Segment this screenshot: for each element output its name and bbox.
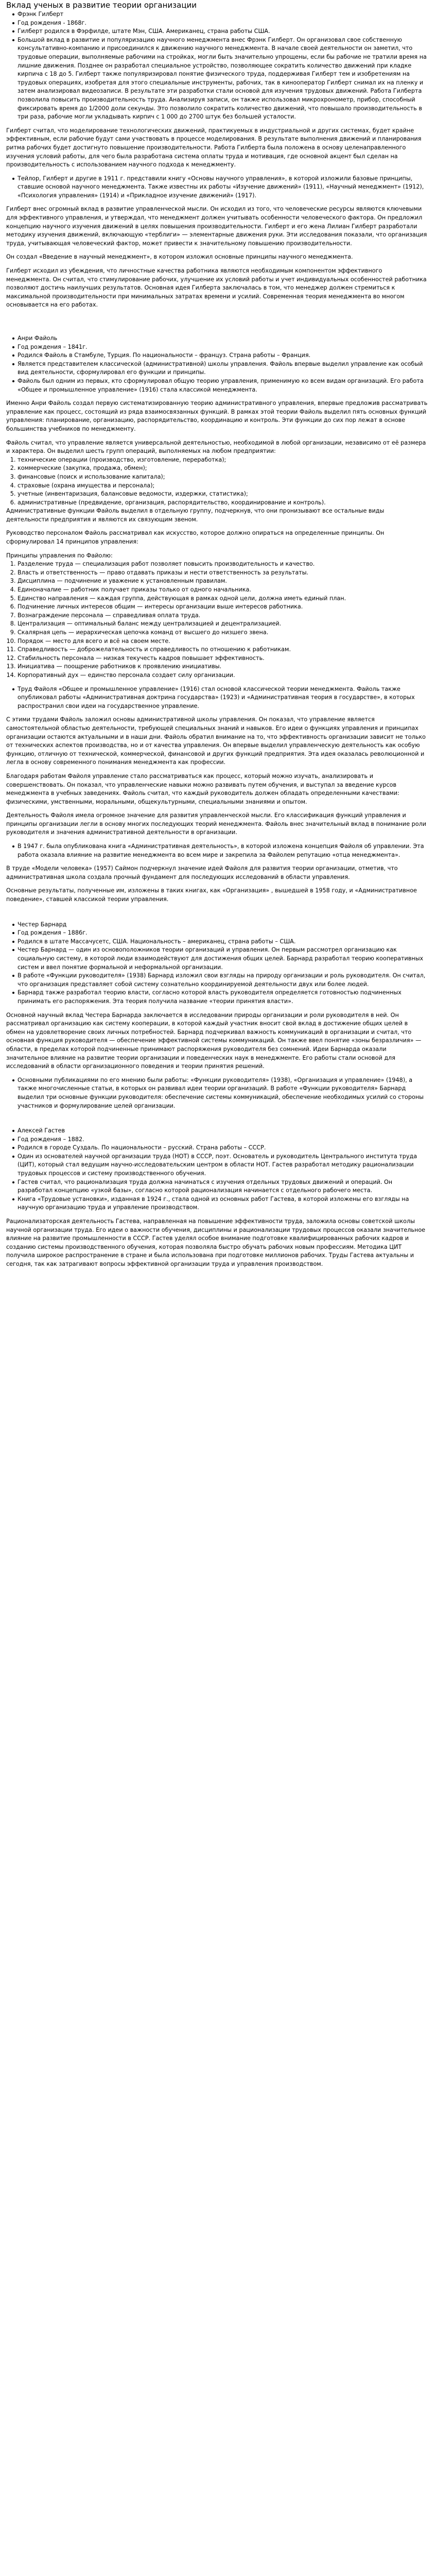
bio-list-3 — [6, 921, 428, 1006]
list-item: Барнард также разработал теорию власти, согласно которой власть руководителя определяется готовностью подчиненных принимать его распоряжения. Эта теория получила название «теории принятия власти». — [18, 989, 428, 1006]
list-item: 8. Централизация — оптимальный баланс между централизацией и децентрализацией. — [18, 620, 428, 629]
list-item: Файоль был одним из первых, кто сформулировал общую теорию управления, применимую ко всем видам организаций. Его работа «Общее и промышленное управление» (1916) стала классикой менеджмента. — [18, 377, 428, 394]
list-item: 2. Власть и ответственность — право отдавать приказы и нести ответственность за результаты. — [18, 569, 428, 578]
list-item: 7. Вознаграждение персонала — справедливая оплата труда. — [18, 612, 428, 620]
article — [0, 0, 435, 1279]
list-item: 1. технические операции (производство, изготовление, переработка); — [18, 456, 428, 465]
list-item: Родился в городе Суздаль. По национальности – русский. Страна работы – СССР. — [18, 1144, 428, 1153]
paragraph: Основные результаты, полученные им, изложены в таких книгах, как «Организация» , вышедшей в 1958 году, и «Административное поведение», ставшей классикой теории управления. — [6, 887, 417, 903]
list-item: В работе «Функции руководителя» (1938) Барнард изложил свои взгляды на природу организации и роль руководителя. Он считал, что организация представляет собой систему сознательно координируемой деятельности двух или более людей. — [18, 972, 428, 989]
list-item: 4. Единоначалие — работник получает приказы только от одного начальника. — [18, 586, 428, 595]
list-item: Год рождения - 1868г. — [18, 19, 428, 28]
paragraph: Файоль считал, что управление является универсальной деятельностью, необходимой в любой организации, независимо от её размера и характера. Он выделил шесть групп операций, выполняемых на любом предприятии: — [6, 439, 426, 455]
paragraph: Руководство персоналом Файоль рассматривал как искусство, которое должно опираться на определенные принципы. Он сформулировал 14 принципов управления: — [6, 530, 385, 546]
paragraph: Административные функции Файоль выделил в отдельную группу, подчеркнув, что они пронизывают все остальные виды деятельности предприятия и являются их связующим звеном. — [6, 507, 385, 523]
works-list-3 — [6, 1076, 428, 1110]
list-item: Гилберт родился в Фэрфилде, штате Мэн, США. Американец, страна работы США. — [18, 27, 428, 36]
works-list-2 — [6, 685, 428, 711]
list-item: 11. Справедливость — доброжелательность и справедливость по отношению к работникам. — [18, 646, 428, 654]
paragraph: Гилберт внес огромный вклад в развитие управленческой мысли. Он исходил из того, что человеческие ресурсы являются ключевыми для эффективного управления, и утверждал, что менеджмент должен учитывать особенности человеческого фактора. Он предложил концепцию научного изучения движений в целях повышения производительности. Гилберт и его жена Лилиан Гилберт разработали методику изучения движений, включающую «терблиги» — элементарные движения руки. Эти исследования показали, что организация труда, учитывающая человеческий фактор, может привести к значительному повышению производительности. — [6, 206, 427, 247]
paragraph: Рационализаторская деятельность Гастева, направленная на повышение эффективности труда, заложила основы советской школы научной организации труда. Его идеи о важности обучения, дисциплины и рационализации трудовых процессов оказали значительное влияние на развитие промышленности в СССР. Гастев уделял особое внимание подготовке квалифицированных рабочих кадров и созданию системы производственного обучения, которая позволяла быстро обучать рабочих новым профессиям. Методика ЦИТ получила широкое распространение в стране и была использована при подготовке миллионов рабочих. Труды Гастева актуальны и сегодня, так как затрагивают вопросы эффективной организации труда и управления производством. — [6, 1218, 426, 1267]
list-item: Большой вклад в развитие и популяризацию научного менеджмента внес Фрэнк Гилберт. Он организовал свое собственную консультативно-компанию и присоединился к движению научного менеджмента. В начале своей деятельности он заметил, что трудовые операции, выполняемые рабочими на стройках, могли быть значительно упрощены, если бы рабочие не тратили время на лишние движения. Позднее он разработал специальное устройство, позволяющее сократить количество движений при кладке кирпича с 18 до 5. Гилберт также популяризировал понятие физического труда, поддерживая Гилберт тем и изобретениям на трудовых операциях, изобретая для этого специальные инструменты, рабочих, так в кинооператор Гилберт снимал их на пленку и затем анализировал видеозаписи. В результате эти разработки стали основой для изучения трудовых движений. Работа Гилберта позволила повысить производительность труда. Анализируя записи, он также использовал микрохронометр, прибор, способный фиксировать время до 1/2000 доли секунды. Это позволило сократить количество движений, что повышало производительность в три раза, рабочие могли укладывать кирпич с 1 000 до 2700 штук без большей усталости. — [18, 36, 428, 122]
list-item: Год рождения – 1841г. — [18, 343, 428, 352]
list-item: Год рождения – 1886г. — [18, 929, 428, 938]
principles-list — [6, 560, 428, 680]
paragraph: Принципы управления по Файолю: — [6, 552, 113, 559]
list-item: Тейлор, Гилберт и другие в 1911 г. представили книгу «Основы научного управления», в которой изложили базовые принципы, ставшие основой научного менеджмента. Также известны их работы «Изучение движений» (1911), «Научный менеджмент» (1912), «Психология управления» (1914) и «Прикладное изучение движений» (1917). — [18, 175, 428, 200]
list-item: 6. административные (предвидение, организация, распорядительство, координирование и контроль). — [18, 499, 428, 507]
list-item: 9. Скалярная цепь — иерархическая цепочка команд от высшего до низшего звена. — [18, 629, 428, 637]
page-title: Вклад ученых в развитие теории организации — [6, 1, 197, 10]
paragraph: Деятельность Файоля имела огромное значение для развития управленческой мысли. Его классификация функций управления и принципы организации легли в основу многих последующих теорий менеджмента. Файоль внес значительный вклад в понимание роли руководителя и значения административной деятельности в организации. — [6, 812, 427, 836]
list-item: Родился в штате Массачусетс, США. Национальность – американец, страна работы – США. — [18, 938, 428, 946]
list-item: 5. учетные (инвентаризация, балансовые ведомости, издержки, статистика); — [18, 490, 428, 499]
list-item: 3. финансовые (поиск и использование капитала); — [18, 473, 428, 482]
bio-list-4 — [6, 1127, 428, 1212]
list-item: 6. Подчинение личных интересов общим — интересы организации выше интересов работника. — [18, 603, 428, 612]
list-item: 1. Разделение труда — специализация работ позволяет повысить производительность и качество. — [18, 560, 428, 569]
paragraph: Благодаря работам Файоля управление стало рассматриваться как процесс, который можно изучать, анализировать и совершенствовать. Он показал, что управленческие навыки можно развивать путем обучения, и выступал за введение курсов менеджмента в учебных заведениях. Файоль считал, что каждый руководитель должен обладать определенными качествами: физическими, умственными, моральными, общекультурными, специальными знаниями и опытом. — [6, 772, 399, 805]
list-item: 14. Корпоративный дух — единство персонала создает силу организации. — [18, 671, 428, 680]
paragraph: Он создал «Введение в научный менеджмент», в котором изложил основные принципы научного менеджмента. — [6, 253, 353, 261]
paragraph: Основной научный вклад Честера Барнарда заключается в исследовании природы организации и роли руководителя в ней. Он рассматривал организацию как систему кооперации, в которой каждый участник вносит свой вклад в достижение общих целей в обмен на удовлетворение своих личных потребностей. Барнард подчеркивал важность коммуникаций в организации и считал, что основная функция руководителя — обеспечение эффективной системы коммуникаций. Он также ввел понятие «зоны безразличия» — области, в пределах которой подчиненные принимают распоряжения руководителя без сомнений. Идеи Барнарда оказали значительное влияние на развитие теории организации и поведенческих наук в менеджменте. Его работы стали основой для исследований в области организационного поведения и теории принятия решений. — [6, 1011, 422, 1070]
paragraph: Гилберт считал, что моделирование технологических движений, практикуемых в индустриальной и других системах, будет крайне эффективным, если рабочие будут сами участвовать в процессе моделирования. В результате выполнения движений и планирования ритма рабочих будет достигнуто повышение производительности. Работа Гилберта была положена в основу целенаправленного изучения условий работы, для чего была разработана система оплаты труда и мотивация, где основной акцент был сделан на производительность с использованием научного подхода к менеджменту. — [6, 127, 422, 168]
list-item: Честер Барнард — один из основоположников теории организаций и управления. Он первым рассмотрел организацию как социальную систему, в которой люди взаимодействуют для достижения общих целей. Барнард разработал теорию кооперативных систем и ввел понятие формальной и неформальной организации. — [18, 946, 428, 972]
operations-list — [6, 456, 428, 507]
list-item: Год рождения – 1882. — [18, 1136, 428, 1144]
list-item: Основными публикациями по его мнению были работы: «Функции руководителя» (1938), «Организация и управление» (1948), а также многочисленные статьи, в которых он развивал идеи теории организаций. В работе «Функции руководителя» Барнард выделил три основные функции руководителя: обеспечение системы коммуникаций, обеспечение необходимых усилий со стороны участников и формулирование целей организации. — [18, 1076, 428, 1110]
list-item: Анри Файоль — [18, 334, 428, 343]
list-item: 3. Дисциплина — подчинение и уважение к установленным правилам. — [18, 577, 428, 586]
list-item: 4. страховые (охрана имущества и персонала); — [18, 482, 428, 490]
list-item: Труд Файоля «Общее и промышленное управление» (1916) стал основой классической теории менеджмента. Файоль также опубликовал работы «Административная доктрина государства» (1923) и «Административная теория в государстве», в которых распространил свои идеи на государственное управление. — [18, 685, 428, 711]
list-item: Один из основателей научной организации труда (НОТ) в СССР, поэт. Основатель и руководитель Центрального института труда (ЦИТ), который стал ведущим научно-исследовательским центром в области НОТ. Гастев разработал методику рационализации трудовых процессов и систему производственного обучения. — [18, 1153, 428, 1178]
list-item: Является представителем классической (административной) школы управления. Файоль впервые выделил управление как особый вид деятельности, сформулировал его функции и принципы. — [18, 360, 428, 377]
list-item: 13. Инициатива — поощрение работников к проявлению инициативы. — [18, 663, 428, 671]
list-item: Алексей Гастев — [18, 1127, 428, 1136]
paragraph: Гилберт исходил из убеждения, что личностные качества работника являются необходимым компонентом эффективного менеджмента. Он считал, что стимулирование рабочих, улучшение их условий работы и учет индивидуальных особенностей работника позволяют достичь наилучших результатов. Основная идея Гилберта заключалась в том, что менеджер должен стремиться к максимальной производительности при минимальных затратах времени и усилий. Современная теория менеджмента во многом основывается на его работах. — [6, 267, 427, 309]
list-item: Книга «Трудовые установки», изданная в 1924 г., стала одной из основных работ Гастева, в которой изложены его взгляды на научную организацию труда и управление производством. — [18, 1195, 428, 1212]
list-item: Родился Файоль в Стамбуле, Турция. По национальности – француз. Страна работы – Франция. — [18, 351, 428, 360]
bio-list-2 — [6, 334, 428, 394]
list-item: 12. Стабильность персонала — низкая текучесть кадров повышает эффективность. — [18, 654, 428, 663]
list-item: Гастев считал, что рационализация труда должна начинаться с изучения отдельных трудовых движений и операций. Он разработал концепцию «узкой базы», согласно которой рационализация начинается с отдельного рабочего места. — [18, 1178, 428, 1195]
list-item: Честер Барнард — [18, 921, 428, 929]
list-item: В 1947 г. была опубликована книга «Административная деятельность», в которой изложена концепция Файоля об управлении. Эта работа оказала влияние на развитие менеджмента во всем мире и закрепила за Файолем репутацию «отца менеджмента». — [18, 842, 428, 859]
bio-list-1 — [6, 10, 428, 122]
works-list-1 — [6, 175, 428, 200]
legacy-list — [6, 842, 428, 859]
list-item: 5. Единство направления — каждая группа, действующая в рамках одной цели, должна иметь единый план. — [18, 595, 428, 603]
list-item: Фрэнк Гилберт — [18, 10, 428, 19]
list-item: 10. Порядок — место для всего и всё на своем месте. — [18, 637, 428, 646]
paragraph: С этими трудами Файоль заложил основы административной школы управления. Он показал, что управление является самостоятельной областью деятельности, требующей специальных знаний и навыков. Его идеи о функциях управления и принципах организации остаются актуальными и в наши дни. Файоль обратил внимание на то, что эффективность организации зависит не только от технических аспектов производства, но и от качества управления. Он впервые выделил управленческую деятельность как особую функцию, отличную от технической, коммерческой, финансовой и других функций предприятия. Эта идея оказалась революционной и легла в основу современного понимания менеджмента как профессии. — [6, 716, 426, 766]
paragraph: В труде «Модели человека» (1957) Саймон подчеркнул значение идей Файоля для развития теории организации, отметив, что административная школа создала прочный фундамент для последующих исследований в области управления. — [6, 865, 398, 880]
paragraph: Именно Анри Файоль создал первую систематизированную теорию административного управления, впервые предложив рассматривать управление как процесс, состоящий из ряда взаимосвязанных функций. В рамках этой теории Файоль выделил пять основных функций управления: планирование, организацию, распорядительство, координацию и контроль. Эти функции до сих пор лежат в основе большинства учебников по менеджменту. — [6, 400, 428, 432]
list-item: 2. коммерческие (закупка, продажа, обмен); — [18, 464, 428, 473]
